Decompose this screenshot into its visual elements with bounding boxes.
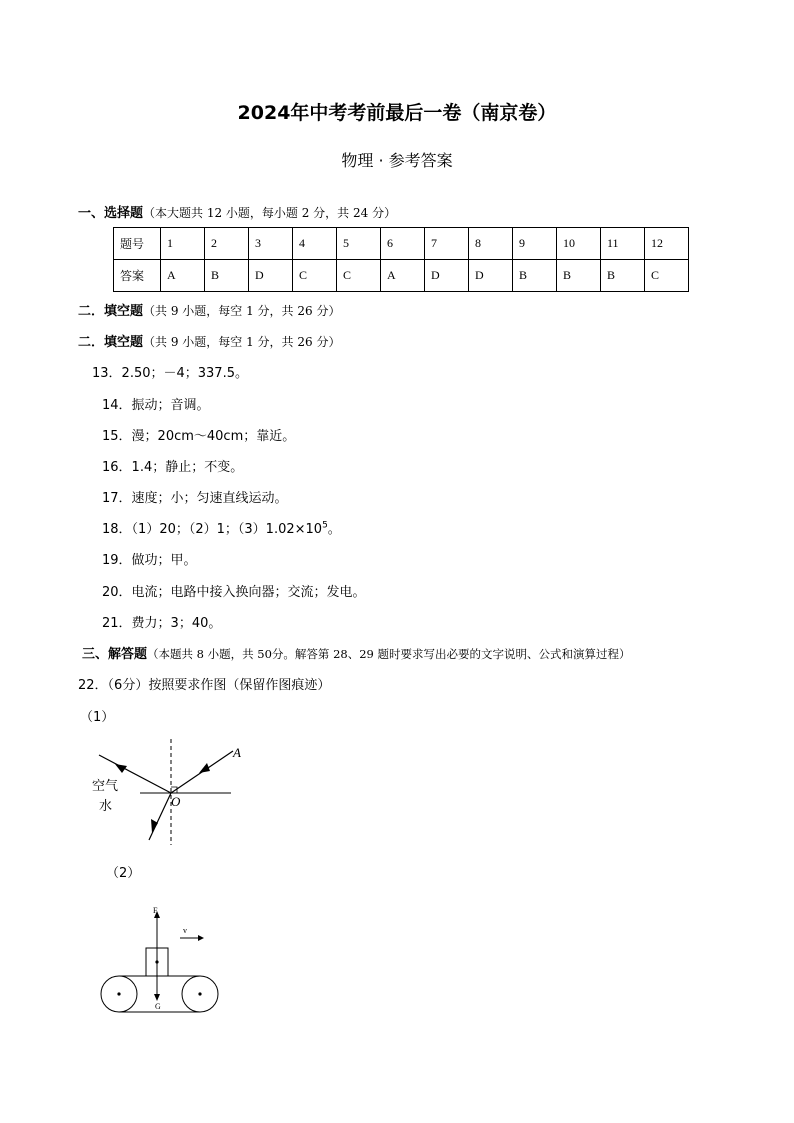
table-cell: B [513, 260, 557, 292]
label-air: 空气 [92, 779, 119, 794]
section-3-note: （本题共 8 小题，共 50分。解答第 28、29 题时要求写出必要的文字说明、公式和演算过程） [147, 647, 631, 661]
table-cell: 9 [513, 228, 557, 260]
table-cell: A [161, 260, 205, 292]
table-cell: 2 [205, 228, 249, 260]
table-cell: 8 [469, 228, 513, 260]
answer-13: 13．2.50；－4；337.5。 [92, 366, 248, 381]
left-roller-axle [117, 992, 120, 995]
incident-arrow [199, 763, 210, 773]
table-cell: 10 [557, 228, 601, 260]
table-row-numbers [114, 228, 689, 260]
label-water: 水 [99, 799, 113, 814]
section-3-header [82, 643, 631, 662]
page-subtitle: 物理 · 参考答案 [341, 151, 453, 170]
section-2-heading: 二．填空题 [78, 304, 144, 319]
table-cell: 11 [601, 228, 645, 260]
table-cell: D [249, 260, 293, 292]
table-cell: A [381, 260, 425, 292]
table-cell: 5 [337, 228, 381, 260]
answer-21: 21．费力；3；40。 [102, 616, 222, 631]
label-A: A [233, 745, 241, 760]
question-22-title: 22．（6分）按照要求作图（保留作图痕迹） [78, 678, 331, 693]
section-2-header-repeat [78, 331, 340, 350]
reflected-arrow [115, 764, 127, 773]
answer-table [113, 227, 689, 292]
question-22-part-2: （2） [106, 866, 141, 881]
table-cell: 4 [293, 228, 337, 260]
answer-18-end: 。 [327, 522, 341, 537]
table-cell: B [601, 260, 645, 292]
table-cell: B [557, 260, 601, 292]
refracted-arrow [151, 819, 158, 833]
answer-15: 15．漫；20cm～40cm；靠近。 [102, 429, 296, 444]
section-1-note: （本大题共 12 小题，每小题 2 分，共 24 分） [143, 206, 397, 220]
section-2-header [78, 300, 340, 319]
table-cell: D [425, 260, 469, 292]
answer-18-text: 18．（1）20；（2）1；（3）1.02×10 [102, 522, 323, 537]
refraction-diagram [85, 735, 255, 850]
section-1-heading: 一、选择题 [78, 206, 144, 221]
answer-19: 19．做功；甲。 [102, 553, 197, 568]
section-2-heading: 二．填空题 [78, 335, 144, 350]
label-v: v [183, 926, 187, 935]
section-2-note: （共 9 小题，每空 1 分，共 26 分） [143, 335, 341, 349]
right-roller-axle [198, 992, 201, 995]
label-G: G [155, 1002, 161, 1011]
table-header-number: 题号 [114, 228, 161, 260]
velocity-arrow [198, 935, 204, 941]
table-cell: 1 [161, 228, 205, 260]
answer-20: 20．电流；电路中接入换向器；交流；发电。 [102, 585, 366, 600]
force-G-arrow [154, 994, 160, 1001]
table-cell: 12 [645, 228, 689, 260]
section-3-heading: 三、解答题 [82, 647, 148, 662]
table-cell: C [645, 260, 689, 292]
question-22-part-1: （1） [80, 710, 115, 725]
answer-18 [102, 518, 341, 537]
label-O: O [171, 794, 181, 809]
page-title: 2024年中考考前最后一卷（南京卷） [237, 102, 557, 124]
refracted-ray [149, 793, 171, 840]
table-cell: 6 [381, 228, 425, 260]
table-header-answer: 答案 [114, 260, 161, 292]
table-cell: D [469, 260, 513, 292]
answer-18-exponent: 5 [322, 520, 328, 531]
table-cell: C [293, 260, 337, 292]
table-row-answers [114, 260, 689, 292]
label-F: F [153, 906, 158, 915]
table-cell: 3 [249, 228, 293, 260]
section-2-note: （共 9 小题，每空 1 分，共 26 分） [143, 304, 341, 318]
conveyor-force-diagram [98, 902, 223, 1017]
table-cell: C [337, 260, 381, 292]
table-cell: B [205, 260, 249, 292]
answer-16: 16．1.4；静止；不变。 [102, 460, 244, 475]
answer-14: 14．振动；音调。 [102, 398, 210, 413]
answer-17: 17．速度；小；匀速直线运动。 [102, 491, 288, 506]
table-cell: 7 [425, 228, 469, 260]
section-1-header [78, 202, 396, 221]
